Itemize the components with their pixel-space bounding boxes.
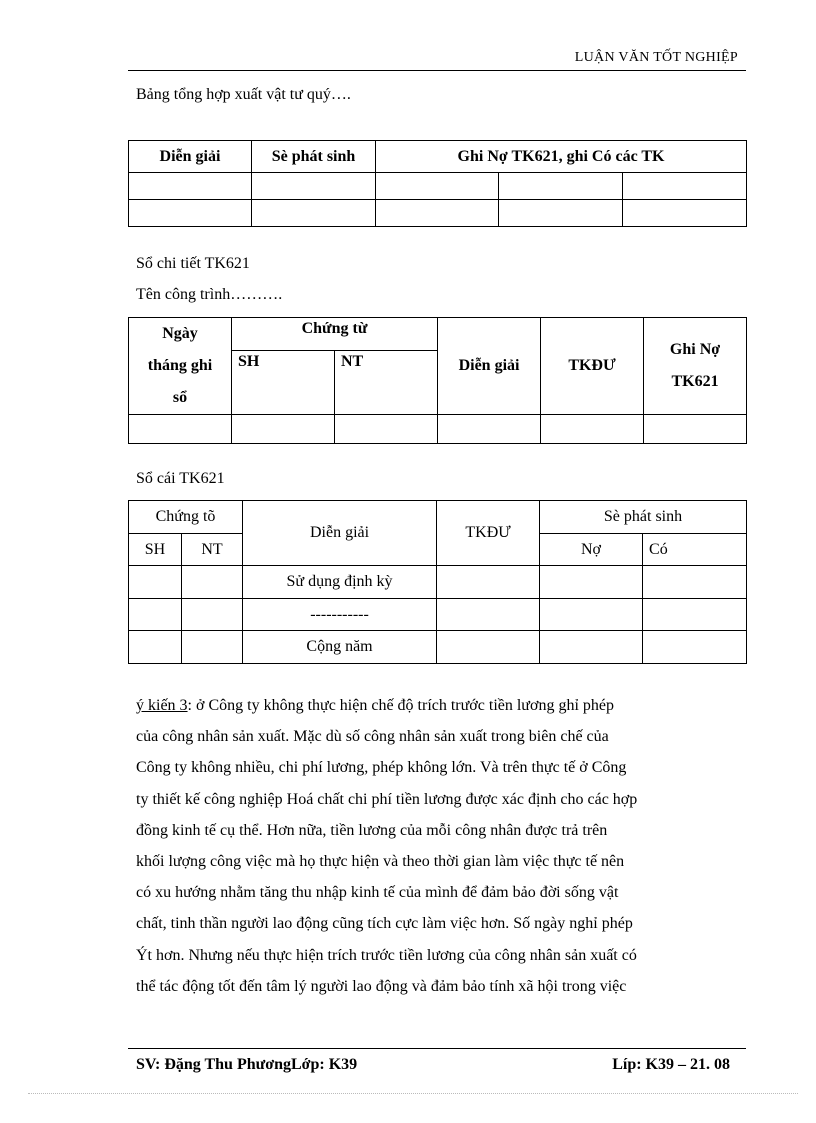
table-row bbox=[129, 200, 747, 227]
table-row bbox=[129, 566, 747, 599]
col-header-voucher: Chứng tõ bbox=[129, 501, 243, 534]
table2-caption: Sổ chi tiết TK621 bbox=[136, 255, 250, 272]
project-name-line: Tên công trình………. bbox=[136, 286, 283, 303]
col-header-sh: SH bbox=[129, 534, 182, 566]
opinion-label: ý kiến 3 bbox=[136, 697, 188, 714]
col-header-sh: SH bbox=[232, 351, 335, 415]
page-edge-divider bbox=[28, 1093, 798, 1094]
table-row bbox=[129, 415, 747, 444]
col-header-description: Diễn giải bbox=[243, 501, 437, 566]
footer-student: SV: Đặng Thu PhươngLớp: K39 bbox=[136, 1056, 358, 1073]
col-header-nt: NT bbox=[335, 351, 438, 415]
header-rule bbox=[128, 70, 746, 71]
general-ledger-table bbox=[128, 500, 747, 664]
table-row bbox=[129, 631, 747, 664]
table3-caption: Sổ cái TK621 bbox=[136, 470, 225, 487]
summary-table bbox=[128, 140, 747, 227]
col-header-amount: Sè phát sinh bbox=[252, 141, 376, 173]
col-header-debit: Nợ bbox=[540, 534, 643, 566]
col-header-account: TKĐƯ bbox=[437, 501, 540, 566]
col-header-debit-credit: Ghi Nợ TK621, ghi Có các TK bbox=[376, 141, 747, 173]
detail-ledger-table bbox=[128, 317, 747, 444]
col-header-account: TKĐƯ bbox=[541, 318, 644, 415]
row-label: ----------- bbox=[243, 599, 437, 631]
row-label: Sử dụng định kỳ bbox=[243, 566, 437, 599]
running-header: LUẬN VĂN TỐT NGHIỆP bbox=[574, 50, 738, 65]
table1-caption: Bảng tổng hợp xuất vật tư quý…. bbox=[136, 86, 351, 103]
body-paragraph: ý kiến 3: ở Công ty không thực hiện chế độ trích trước tiền lương ghỉ phép của công nhân sản xuất. Mặc dù số công nhân sản xuất trong biên chế của Công ty không nhiều, chi phí lương, phép không lớn. Và trên thực tế ở Công ty thiết kế công nghiệp Hoá chất chi phí tiền lương được xác định cho các hợp đồng kinh tế cụ thể. Hơn nữa, tiền lương của mỗi công nhân được trả trên khối lượng công việc mà họ thực hiện và theo thời gian làm việc thực tế nên có xu hướng nhằm tăng thu nhập kinh tế của mình để đảm bảo đời sống vật chất, tinh thần người lao động cũng tích cực làm việc hơn. Số ngày nghỉ phép Ýt hơn. Nhưng nếu thực hiện trích trước tiền lương của công nhân sản xuất có thể tác động tốt đến tâm lý người lao động và đảm bảo tính xã hội trong việc bbox=[136, 697, 638, 995]
col-header-date: Ngày tháng ghi sổ bbox=[129, 318, 232, 415]
table-row bbox=[129, 599, 747, 631]
col-header-nt: NT bbox=[182, 534, 243, 566]
col-header-debit: Ghi Nợ TK621 bbox=[644, 318, 747, 415]
row-label: Cộng năm bbox=[243, 631, 437, 664]
table-row bbox=[129, 173, 747, 200]
footer-class: Líp: K39 – 21. 08 bbox=[612, 1056, 730, 1073]
col-header-amount: Sè phát sinh bbox=[540, 501, 747, 534]
footer-rule bbox=[128, 1048, 746, 1049]
col-header-voucher: Chứng từ bbox=[232, 318, 438, 351]
col-header-description: Diễn giải bbox=[129, 141, 252, 173]
col-header-description: Diễn giải bbox=[438, 318, 541, 415]
col-header-credit: Có bbox=[643, 534, 747, 566]
